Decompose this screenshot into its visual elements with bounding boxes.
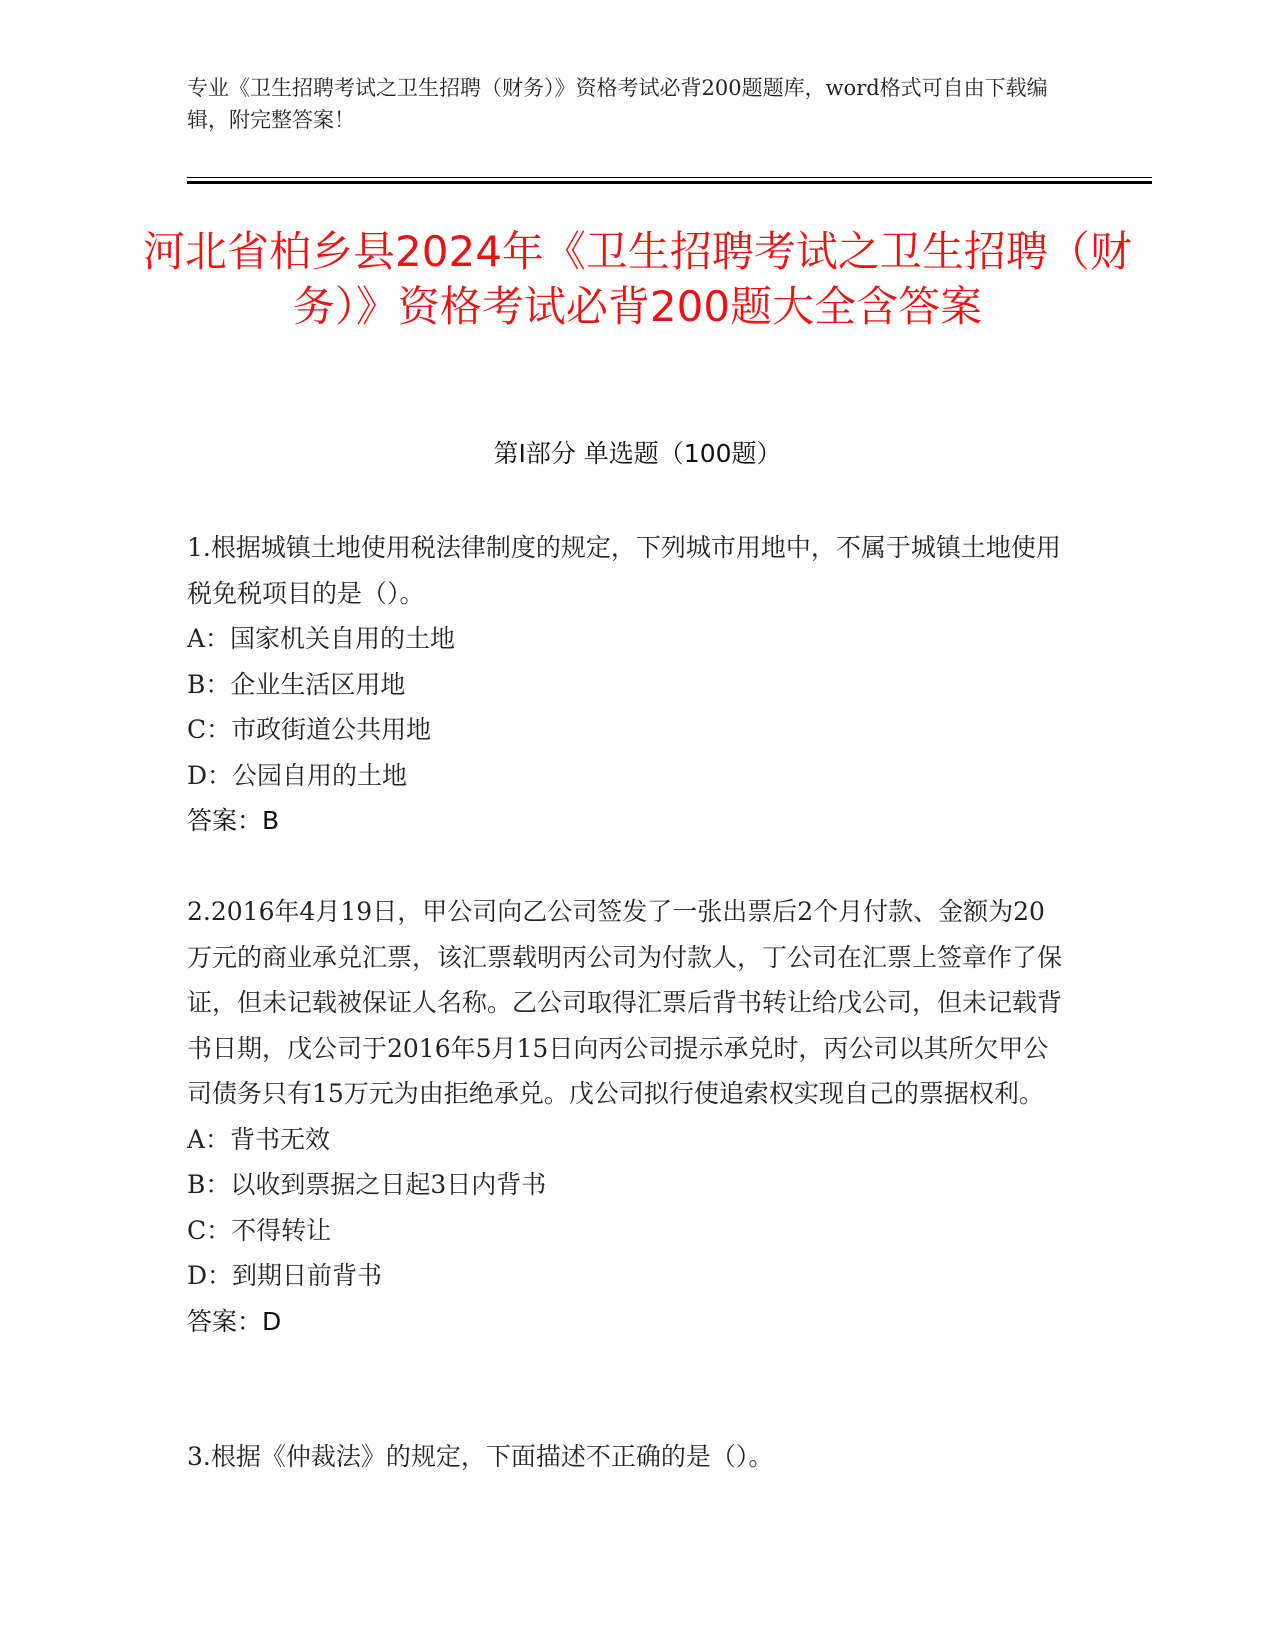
question-3 bbox=[187, 1434, 1067, 1480]
option-c: C：市政街道公共用地 bbox=[187, 715, 432, 744]
question-stem: 3.根据《仲裁法》的规定，下面描述不正确的是（）。 bbox=[187, 1442, 774, 1471]
option-a: A：背书无效 bbox=[187, 1124, 331, 1154]
option-b: B：以收到票据之日起3日内背书 bbox=[187, 1170, 547, 1199]
option-c: C：不得转让 bbox=[187, 1215, 332, 1245]
header-divider-thick bbox=[187, 181, 1152, 184]
option-a: A：国家机关自用的土地 bbox=[187, 624, 456, 653]
option-d: D：到期日前背书 bbox=[187, 1261, 383, 1290]
section-heading: 第I部分 单选题（100题） bbox=[493, 439, 782, 468]
question-2 bbox=[187, 889, 1067, 1344]
option-d: D：公园自用的土地 bbox=[187, 760, 408, 790]
question-1 bbox=[187, 525, 1067, 844]
document-title: 河北省柏乡县2024年《卫生招聘考试之卫生招聘（财务）》资格考试必背200题大全含答案 bbox=[143, 227, 1132, 331]
answer: 答案：D bbox=[187, 1306, 282, 1336]
header-note: 专业《卫生招聘考试之卫生招聘（财务）》资格考试必背200题题库，word格式可自由下载编辑，附完整答案！ bbox=[187, 76, 1048, 132]
option-b: B：企业生活区用地 bbox=[187, 669, 406, 699]
question-stem: 2.2016年4月19日，甲公司向乙公司签发了一张出票后2个月付款、金额为20万元的商业承兑汇票，该汇票载明丙公司为付款人，丁公司在汇票上签章作了保证，但未记载被保证人名称。乙公司取得汇票后背书转让给戊公司，但未记载背书日期，戊公司于2016年5月15日向丙公司提示承兑时，丙公司以其所欠甲公司债务只有15万元为由拒绝承兑。戊公司拟行使追索权实现自己的票据权利。 bbox=[187, 897, 1063, 1108]
question-stem: 1.根据城镇土地使用税法律制度的规定，下列城市用地中，不属于城镇土地使用税免税项目的是（）。 bbox=[187, 533, 1061, 608]
header-divider-thin bbox=[187, 177, 1152, 178]
answer: 答案：B bbox=[187, 806, 280, 835]
